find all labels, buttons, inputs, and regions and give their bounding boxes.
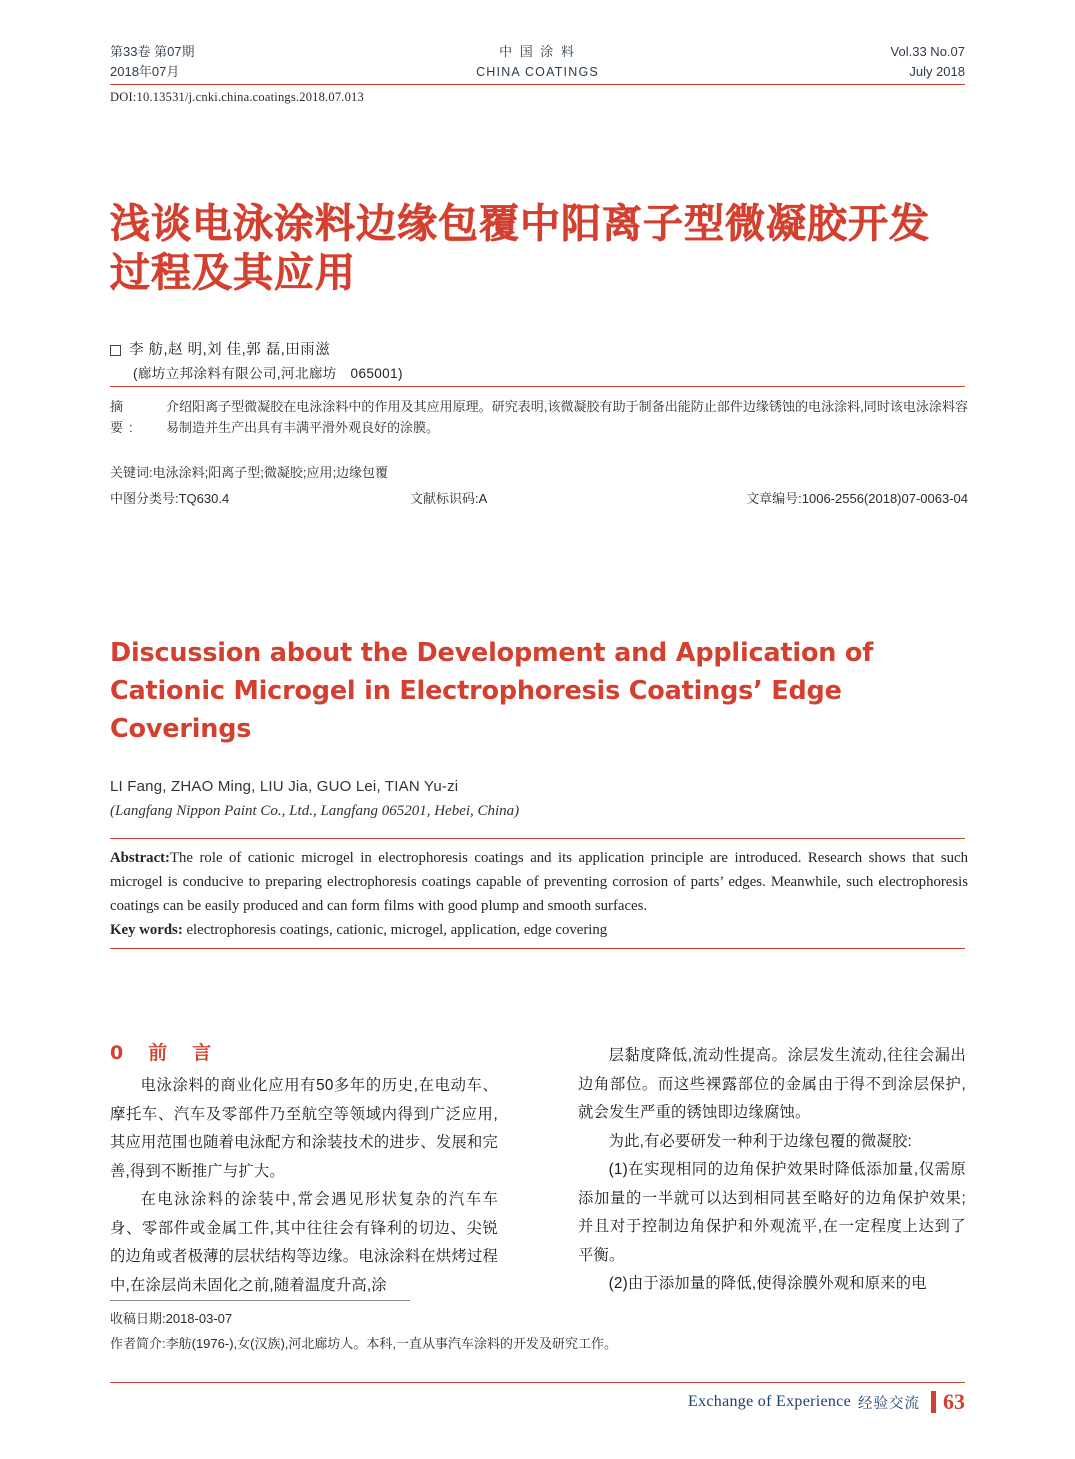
header-divider [110, 84, 965, 85]
volume-issue: 第33卷 第07期 [110, 44, 195, 59]
document-code: 文献标识码:A [410, 491, 488, 506]
paragraph: 在电泳涂料的涂装中,常会遇见形状复杂的汽车车身、零部件或金属工件,其中往往会有锋利的切边、尖锐的边角或者极薄的层状结构等边缘。电泳涂料在烘烤过程中,在涂层尚未固化之前,随着温度升高,涂 [110, 1191, 498, 1294]
running-head-center [110, 42, 965, 82]
abstract-cn-text: 介绍阳离子型微凝胶在电泳涂料中的作用及其应用原理。研究表明,该微凝胶有助于制备出能防止部件边缘锈蚀的电泳涂料,同时该电泳涂料容易制造并生产出具有丰满平滑外观良好的涂膜。 [166, 399, 968, 435]
abstract-cn [110, 396, 968, 438]
en-abstract-divider-bottom [110, 948, 965, 949]
running-head-right [891, 42, 965, 82]
volume-issue-en: Vol.33 No.07 [890, 44, 965, 59]
footer-accent-bar [931, 1391, 936, 1413]
journal-name-en: CHINA COATINGS [476, 65, 599, 79]
affiliation-en: (Langfang Nippon Paint Co., Ltd., Langfang 065201, Hebei, China) [110, 803, 520, 819]
authors-cn-text: 李 舫,赵 明,刘 佳,郭 磊,田雨滋 [129, 342, 331, 358]
footnote-divider [110, 1300, 410, 1301]
paragraph: 为此,有必要研发一种利于边缘包覆的微凝胶: [608, 1132, 912, 1150]
received-date: 收稿日期:2018-03-07 [110, 1311, 233, 1326]
abstract-en-label: Abstract: [110, 850, 170, 866]
running-head [110, 42, 965, 84]
doi-text: DOI:10.13531/j.cnki.china.coatings.2018.07.013 [110, 90, 364, 104]
authors-en: LI Fang, ZHAO Ming, LIU Jia, GUO Lei, TIAN Yu-zi [110, 778, 459, 795]
body-column-right [578, 1042, 966, 1299]
abstract-en-text: The role of cationic microgel in electrophoresis coatings and its application principle are introduced. Research shows that such microgel is conducive to preparing electrophoresis coatings capable of preventing corrosion of parts’ edges. Meanwhile, such electrophoresis coatings can be easily produced and can form films with good plump and smooth surfaces. [110, 850, 968, 914]
article-number: 文章编号:1006-2556(2018)07-0063-04 [746, 491, 968, 506]
section-heading-intro: 0 前 言 [110, 1042, 215, 1064]
classification-row [110, 488, 968, 507]
page-footer [688, 1388, 965, 1416]
paragraph: (1)在实现相同的边角保护效果时降低添加量,仅需原添加量的一半就可以达到相同甚至略好的边角保护效果;并且对于控制边角保护和外观流平,在一定程度上达到了平衡。 [578, 1161, 966, 1264]
affiliation-cn: (廊坊立邦涂料有限公司,河北廊坊 065001) [133, 366, 403, 381]
paragraph: (2)由于添加量的降低,使得涂膜外观和原来的电 [608, 1275, 927, 1292]
clc-number: 中图分类号:TQ630.4 [110, 491, 230, 506]
abstract-cn-label: 摘 要: [110, 399, 139, 435]
issue-date-cn: 2018年07月 [110, 64, 180, 79]
page-number: 63 [943, 1389, 965, 1414]
bullet-square-icon [110, 345, 121, 356]
author-bio: 作者简介:李舫(1976-),女(汉族),河北廊坊人。本科,一直从事汽车涂料的开发及研究工作。 [110, 1336, 618, 1351]
keywords-en-label: Key words: [110, 922, 183, 938]
body-column-left [110, 1072, 498, 1300]
footnotes [110, 1306, 970, 1356]
journal-name-cn: 中 国 涂 料 [499, 44, 576, 59]
paragraph: 电泳涂料的商业化应用有50多年的历史,在电动车、摩托车、汽车及零部件乃至航空等领域内得到广泛应用,其应用范围也随着电泳配方和涂装技术的进步、发展和完善,得到不断推广与扩大。 [110, 1077, 498, 1180]
en-abstract-divider-top [110, 838, 965, 839]
cn-abstract-divider [110, 386, 965, 387]
paragraph: 层黏度降低,流动性提高。涂层发生流动,往往会漏出边角部位。而这些裸露部位的金属由于得不到涂层保护,就会发生严重的锈蚀即边缘腐蚀。 [578, 1047, 966, 1121]
footer-divider [110, 1382, 965, 1383]
footer-running-cn: 经验交流 [858, 1395, 920, 1412]
keywords-cn: 关键词:电泳涂料;阳离子型;微凝胶;应用;边缘包覆 [110, 465, 389, 480]
article-title-en: Discussion about the Development and Application of Cationic Microgel in Electrophoresis Coatings’ Edge Coverings [110, 638, 874, 744]
authors-cn [110, 338, 330, 359]
article-title-cn: 浅谈电泳涂料边缘包覆中阳离子型微凝胶开发过程及其应用 [110, 201, 930, 296]
keywords-en-text: electrophoresis coatings, cationic, microgel, application, edge covering [182, 922, 608, 938]
abstract-en [110, 846, 968, 918]
issue-date-en: July 2018 [909, 64, 965, 79]
keywords-en [110, 918, 968, 942]
footer-running-en: Exchange of Experience [688, 1393, 851, 1410]
